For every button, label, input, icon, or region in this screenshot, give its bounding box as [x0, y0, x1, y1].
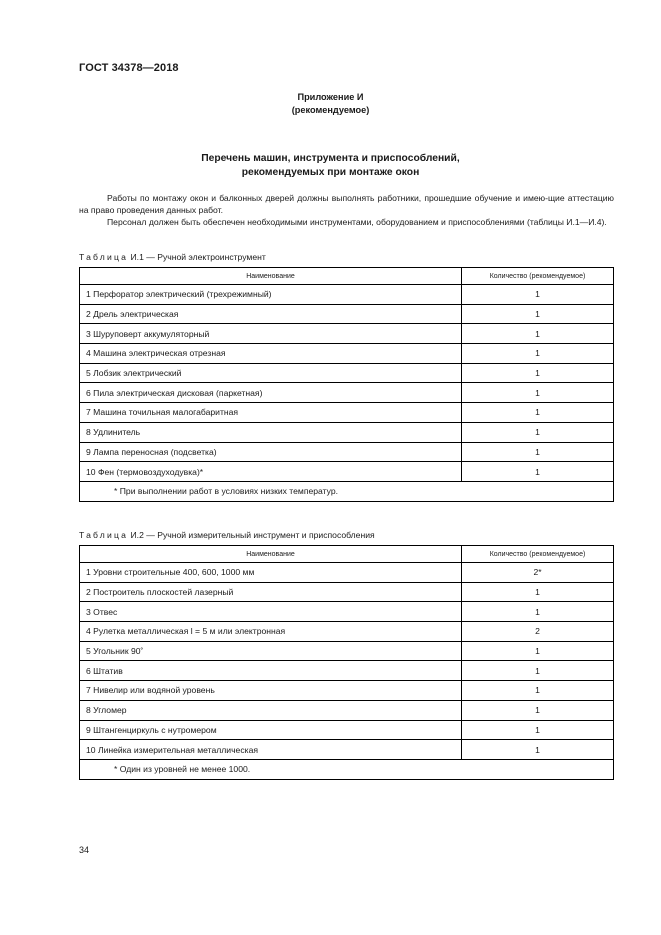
table-row — [80, 304, 614, 324]
table-row — [80, 582, 614, 602]
section-title-line-1: Перечень машин, инструмента и приспособлений, — [201, 153, 460, 164]
table1-caption-prefix: Таблица — [79, 252, 129, 262]
item-name: 4 Машина электрическая отрезная — [80, 344, 462, 364]
item-name: 6 Штатив — [80, 661, 462, 681]
table2-col-name: Наименование — [80, 546, 462, 563]
table2-footnote-row — [80, 759, 614, 779]
item-name: 4 Рулетка металлическая l = 5 м или электронная — [80, 622, 462, 642]
item-quantity: 1 — [462, 304, 614, 324]
item-quantity: 1 — [462, 700, 614, 720]
item-quantity: 1 — [462, 462, 614, 482]
item-quantity: 1 — [462, 344, 614, 364]
item-name: 8 Удлинитель — [80, 422, 462, 442]
item-quantity: 1 — [462, 363, 614, 383]
table2-caption — [79, 530, 375, 540]
table-row — [80, 720, 614, 740]
table1-footnote: * При выполнении работ в условиях низких температур. — [80, 481, 614, 501]
item-quantity: 1 — [462, 422, 614, 442]
item-name: 2 Дрель электрическая — [80, 304, 462, 324]
appendix-status: (рекомендуемое) — [291, 105, 370, 115]
item-quantity: 1 — [462, 740, 614, 760]
appendix-title: Приложение И — [297, 92, 364, 102]
document-standard-header: ГОСТ 34378—2018 — [79, 62, 179, 74]
section-title-line-2: рекомендуемых при монтаже окон — [241, 167, 420, 178]
item-name: 1 Уровни строительные 400, 600, 1000 мм — [80, 563, 462, 583]
item-quantity: 1 — [462, 324, 614, 344]
item-name: 6 Пила электрическая дисковая (паркетная) — [80, 383, 462, 403]
item-name: 5 Лобзик электрический — [80, 363, 462, 383]
table-row — [80, 563, 614, 583]
table1-caption — [79, 252, 266, 262]
intro-paragraph-2: Персонал должен быть обеспечен необходимыми инструментами, оборудованием и приспособлениями (таблицы И.1—И.4). — [107, 217, 607, 227]
item-name: 7 Машина точильная малогабаритная — [80, 403, 462, 423]
intro-paragraph-1: Работы по монтажу окон и балконных дверей должны выполнять работники, прошедшие обучение и имею-щие аттестацию на право проведения данных работ. — [79, 193, 614, 215]
table-row — [80, 740, 614, 760]
item-quantity: 1 — [462, 602, 614, 622]
table-row — [80, 363, 614, 383]
item-name: 9 Лампа переносная (подсветка) — [80, 442, 462, 462]
item-name: 5 Угольник 90˚ — [80, 641, 462, 661]
item-quantity: 1 — [462, 442, 614, 462]
item-name: 9 Штангенциркуль с нутромером — [80, 720, 462, 740]
table1-col-qty: Количество (рекомендуемое) — [462, 268, 614, 285]
item-quantity: 1 — [462, 403, 614, 423]
item-quantity: 2* — [462, 563, 614, 583]
appendix-heading — [0, 91, 661, 117]
section-title — [0, 152, 661, 180]
item-quantity: 1 — [462, 641, 614, 661]
table1-footnote-row — [80, 481, 614, 501]
item-name: 3 Шуруповерт аккумуляторный — [80, 324, 462, 344]
item-name: 10 Фен (термовоздуходувка)* — [80, 462, 462, 482]
table-row — [80, 681, 614, 701]
table-row — [80, 641, 614, 661]
item-quantity: 1 — [462, 285, 614, 305]
table1-col-name: Наименование — [80, 268, 462, 285]
table1-caption-text: И.1 — Ручной электроинструмент — [130, 252, 266, 262]
table-row — [80, 462, 614, 482]
table1-header-row — [80, 268, 614, 285]
table-row — [80, 442, 614, 462]
item-quantity: 1 — [462, 383, 614, 403]
table-row — [80, 661, 614, 681]
table2-caption-text: И.2 — Ручной измерительный инструмент и приспособления — [130, 530, 375, 540]
table-row — [80, 602, 614, 622]
item-name: 7 Нивелир или водяной уровень — [80, 681, 462, 701]
table2-col-qty: Количество (рекомендуемое) — [462, 546, 614, 563]
table-row — [80, 324, 614, 344]
item-name: 8 Угломер — [80, 700, 462, 720]
item-quantity: 1 — [462, 582, 614, 602]
item-quantity: 2 — [462, 622, 614, 642]
table2-caption-prefix: Таблица — [79, 530, 129, 540]
item-name: 1 Перфоратор электрический (трехрежимный) — [80, 285, 462, 305]
item-quantity: 1 — [462, 661, 614, 681]
table2 — [79, 545, 614, 780]
table2-header-row — [80, 546, 614, 563]
table-row — [80, 383, 614, 403]
item-name: 3 Отвес — [80, 602, 462, 622]
item-name: 2 Построитель плоскостей лазерный — [80, 582, 462, 602]
table-row — [80, 403, 614, 423]
page-number: 34 — [79, 845, 90, 855]
item-quantity: 1 — [462, 720, 614, 740]
item-quantity: 1 — [462, 681, 614, 701]
table-row — [80, 700, 614, 720]
table-row — [80, 285, 614, 305]
table-row — [80, 422, 614, 442]
intro-text — [79, 192, 614, 228]
item-name: 10 Линейка измерительная металлическая — [80, 740, 462, 760]
table-row — [80, 622, 614, 642]
table-row — [80, 344, 614, 364]
table2-footnote: * Один из уровней не менее 1000. — [80, 759, 614, 779]
table1 — [79, 267, 614, 502]
